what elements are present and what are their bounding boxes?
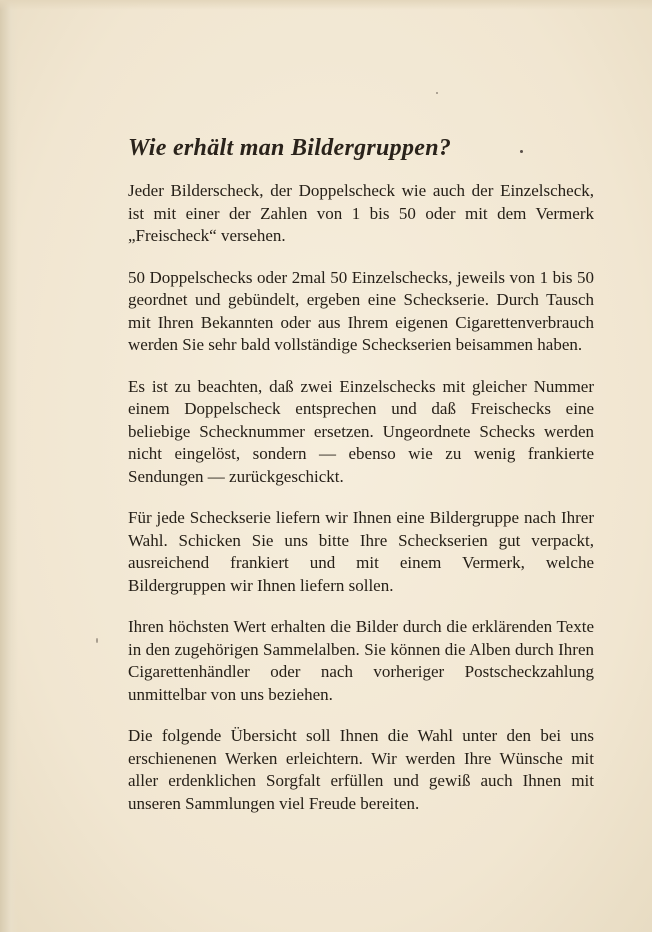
page-heading: Wie erhält man Bildergruppen? (128, 135, 452, 161)
page-top-shadow (0, 0, 652, 10)
body-text (128, 180, 594, 834)
paragraph-3: Es ist zu beachten, daß zwei Einzelschecks mit gleicher Nummer einem Doppelscheck entsprechen und daß Freischecks eine beliebige Schecknummer ersetzen. Ungeordnete Schecks werden nicht eingelöst, sondern — ebenso wie zu wenig frankierte Sendungen — zurückgeschickt. (128, 376, 594, 486)
page-binding-edge (0, 0, 18, 932)
paper-speck (96, 638, 98, 643)
paper-speck (436, 92, 438, 94)
paragraph-2: 50 Doppelschecks oder 2mal 50 Einzelschecks, jeweils von 1 bis 50 geordnet und gebündelt, ergeben eine Scheckserie. Durch Tausch mit Ihren Bekannten oder aus Ihrem eigenen Cigarettenverbrauch werden Sie sehr bald vollständige Scheckserien beisammen haben. (128, 267, 594, 354)
paragraph-5: Ihren höchsten Wert erhalten die Bilder durch die erklärenden Texte in den zugehörigen Sammelalben. Sie können die Alben durch Ihren Cigarettenhändler oder nach vorheriger Postscheckzahlung unmittelbar von uns beziehen. (128, 617, 594, 704)
paragraph-4: Für jede Scheckserie liefern wir Ihnen eine Bildergruppe nach Ihrer Wahl. Schicken Sie uns bitte Ihre Scheckserien gut verpackt, ausreichend frankiert und mit einem Vermerk, welche Bildergruppen wir Ihnen liefern sollen. (128, 508, 594, 595)
paragraph-1: Jeder Bilderscheck, der Doppelscheck wie auch der Einzelscheck, ist mit einer der Zahlen von 1 bis 50 oder mit dem Vermerk „Freischeck“ versehen. (128, 181, 594, 245)
paragraph-6: Die folgende Übersicht soll Ihnen die Wahl unter den bei uns erschienenen Werken erleichtern. Wir werden Ihre Wünsche mit aller erdenklichen Sorgfalt erfüllen und gewiß auch Ihnen mit unseren Sammlungen viel Freude bereiten. (128, 726, 594, 813)
paper-speck (520, 150, 523, 153)
